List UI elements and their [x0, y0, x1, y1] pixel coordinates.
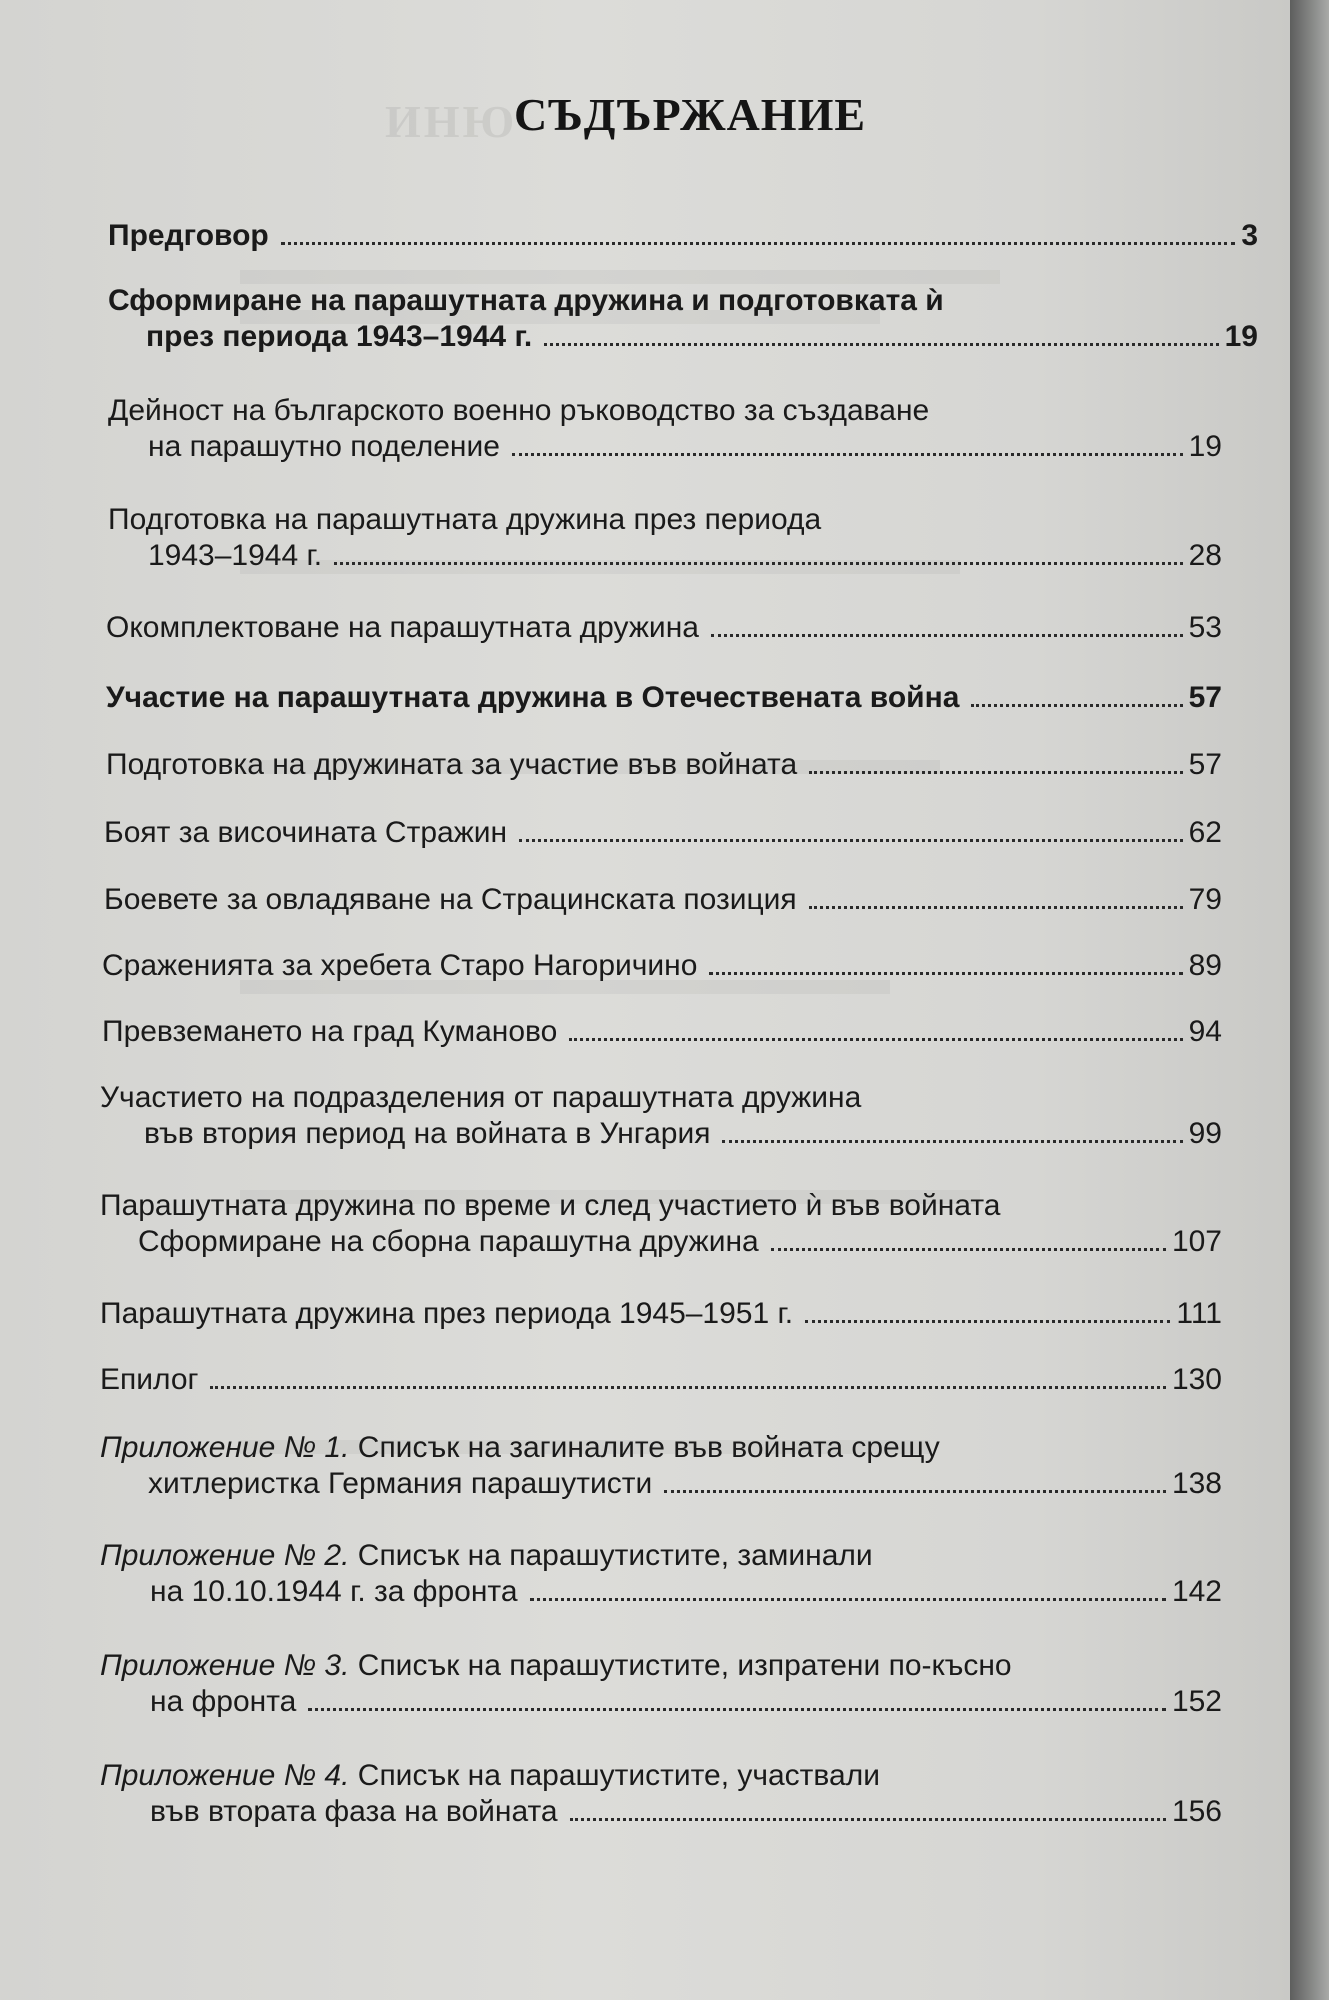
toc-entry-line: [100, 1296, 1222, 1332]
toc-entry-text: на парашутно поделение: [148, 430, 500, 463]
appendix-label: Приложение № 1.: [100, 1431, 350, 1464]
dot-leader: [281, 220, 1236, 245]
toc-entry-text: хитлеристка Германия парашутисти: [148, 1467, 653, 1500]
toc-entry-text: Сформиране на парашутната дружина и подготовката ѝ: [108, 284, 944, 317]
page-number: 53: [1188, 611, 1222, 644]
toc-entry-line: [100, 1538, 1222, 1574]
toc-entry: [108, 393, 1222, 465]
toc-entry: [100, 1648, 1222, 1720]
page-number: 152: [1171, 1685, 1222, 1718]
page-number: 57: [1188, 748, 1222, 781]
page-number: 19: [1188, 430, 1222, 463]
toc-entry-line: [100, 1648, 1222, 1684]
toc-entry: [100, 1188, 1222, 1260]
page-title: СЪДЪРЖАНИЕ: [513, 89, 867, 140]
dot-leader: [805, 1298, 1170, 1323]
toc-entry: [106, 680, 1222, 716]
bleed-through-line: [240, 270, 1000, 284]
toc-entry-text: Дейност на българското военно ръководство за създаване: [108, 394, 930, 427]
toc-entry-line: [108, 538, 1222, 574]
page-number: 156: [1171, 1795, 1222, 1828]
page-number: 28: [1188, 539, 1222, 572]
page-number: 130: [1171, 1363, 1222, 1396]
page-number: 19: [1224, 320, 1258, 353]
toc-entry-line: [108, 502, 1222, 538]
toc-entry-line: [100, 1794, 1222, 1830]
toc-entry-line: [100, 1466, 1222, 1502]
toc-entry-line: [106, 610, 1222, 646]
toc-entry: [108, 502, 1222, 574]
toc-entry-text: на фронта: [150, 1685, 297, 1718]
toc-entry-text: Списък на парашутистите, участвали: [349, 1759, 880, 1792]
toc-entry-text: Сформиране на сборна парашутна дружина: [138, 1225, 759, 1258]
dot-leader: [709, 950, 1182, 975]
toc-entry-line: [106, 747, 1222, 783]
toc-entry-line: [106, 680, 1222, 716]
toc-entry-line: [100, 1116, 1222, 1152]
toc-entry-line: [102, 948, 1222, 984]
toc-entry: [102, 1014, 1222, 1050]
toc-entry-line: [100, 1574, 1222, 1610]
toc-entry-text: Участието на подразделения от парашутната дружина: [100, 1081, 862, 1114]
page-number: 57: [1188, 681, 1222, 714]
toc-entry-line: [108, 319, 1258, 355]
toc-entry-text: Подготовка на парашутната дружина през периода: [108, 503, 822, 536]
bleed-through-text: ИНЮ: [385, 96, 518, 147]
toc-entry-text: Сраженията за хребета Старо Нагоричино: [102, 949, 698, 982]
dot-leader: [711, 612, 1183, 637]
page-number: 89: [1188, 949, 1222, 982]
dot-leader: [210, 1364, 1165, 1389]
toc-entry-text: Подготовка на дружината за участие във войната: [106, 748, 798, 781]
toc-entry-line: [100, 1224, 1222, 1260]
page-number: 99: [1188, 1117, 1222, 1150]
dot-leader: [809, 884, 1183, 909]
toc-entry-text: на 10.10.1944 г. за фронта: [150, 1575, 518, 1608]
toc-entry: [106, 610, 1222, 646]
page-number: 111: [1176, 1297, 1222, 1330]
toc-entry-line: [108, 429, 1222, 465]
toc-entry-text: Боевете за овладяване на Страцинската позиция: [104, 883, 797, 916]
toc-entry-line: [100, 1430, 1222, 1466]
page-number: 138: [1171, 1467, 1222, 1500]
page-number: 79: [1188, 883, 1222, 916]
toc-entry-text: през периода 1943–1944 г.: [146, 320, 533, 353]
toc-entry-line: [104, 882, 1222, 918]
toc-entry-line: [100, 1188, 1222, 1224]
dot-leader: [722, 1118, 1182, 1143]
toc-entry-text: Епилог: [100, 1363, 199, 1396]
page-number: 142: [1171, 1575, 1222, 1608]
dot-leader: [334, 540, 1183, 565]
toc-entry-line: [102, 1014, 1222, 1050]
toc-entry: [100, 1296, 1222, 1332]
toc-entry-text: Списък на парашутистите, изпратени по-късно: [349, 1649, 1012, 1682]
toc-entry-text: Списък на парашутистите, заминали: [349, 1539, 873, 1572]
toc-entry: [106, 747, 1222, 783]
toc-entry: [100, 1538, 1222, 1610]
toc-entry: [100, 1430, 1222, 1502]
toc-entry-text: Списък на загиналите във войната срещу: [349, 1431, 940, 1464]
dot-leader: [809, 749, 1182, 774]
dot-leader: [771, 1226, 1166, 1251]
dot-leader: [570, 1796, 1166, 1821]
dot-leader: [569, 1016, 1182, 1041]
toc-entry-line: [108, 283, 1258, 319]
toc-entry-text: Боят за височината Стражин: [104, 816, 508, 849]
toc-entry-text: Участие на парашутната дружина в Отечествената война: [106, 681, 960, 714]
toc-entry-line: [100, 1684, 1222, 1720]
toc-entry-text: Парашутната дружина по време и след участието ѝ във войната: [100, 1189, 1001, 1222]
toc-entry-line: [100, 1080, 1222, 1116]
toc-entry-line: [104, 815, 1222, 851]
toc-entry: [100, 1758, 1222, 1830]
page-number: 62: [1188, 816, 1222, 849]
toc-entry: [102, 948, 1222, 984]
appendix-label: Приложение № 3.: [100, 1649, 350, 1682]
page-number: 107: [1171, 1225, 1222, 1258]
toc-entry-text: Парашутната дружина през периода 1945–1951 г.: [100, 1297, 794, 1330]
adjacent-page-edge: [1290, 0, 1329, 2000]
toc-entry-line: [108, 393, 1222, 429]
toc-entry: [108, 218, 1258, 254]
toc-entry-line: [100, 1758, 1222, 1794]
page-number: 3: [1241, 219, 1258, 252]
toc-entry-text: Превземането на град Куманово: [102, 1015, 558, 1048]
appendix-label: Приложение № 2.: [100, 1539, 350, 1572]
toc-entry-text: във втория период на войната в Унгария: [144, 1117, 711, 1150]
toc-entry: [104, 815, 1222, 851]
toc-entry-text: във втората фаза на войната: [150, 1795, 558, 1828]
dot-leader: [664, 1468, 1166, 1493]
appendix-label: Приложение № 4.: [100, 1759, 350, 1792]
toc-entry: [108, 283, 1258, 355]
toc-entry-text: Окомплектоване на парашутната дружина: [106, 611, 699, 644]
toc-entry: [104, 882, 1222, 918]
toc-entry-line: [108, 218, 1258, 254]
dot-leader: [519, 817, 1183, 842]
toc-entry: [100, 1080, 1222, 1152]
dot-leader: [544, 321, 1218, 346]
dot-leader: [308, 1686, 1166, 1711]
toc-entry-line: [100, 1362, 1222, 1398]
dot-leader: [971, 682, 1182, 707]
toc-entry-text: Предговор: [108, 219, 269, 252]
dot-leader: [512, 431, 1183, 456]
dot-leader: [530, 1576, 1166, 1601]
toc-entry-text: 1943–1944 г.: [148, 539, 323, 572]
toc-entry: [100, 1362, 1222, 1398]
page-number: 94: [1188, 1015, 1222, 1048]
